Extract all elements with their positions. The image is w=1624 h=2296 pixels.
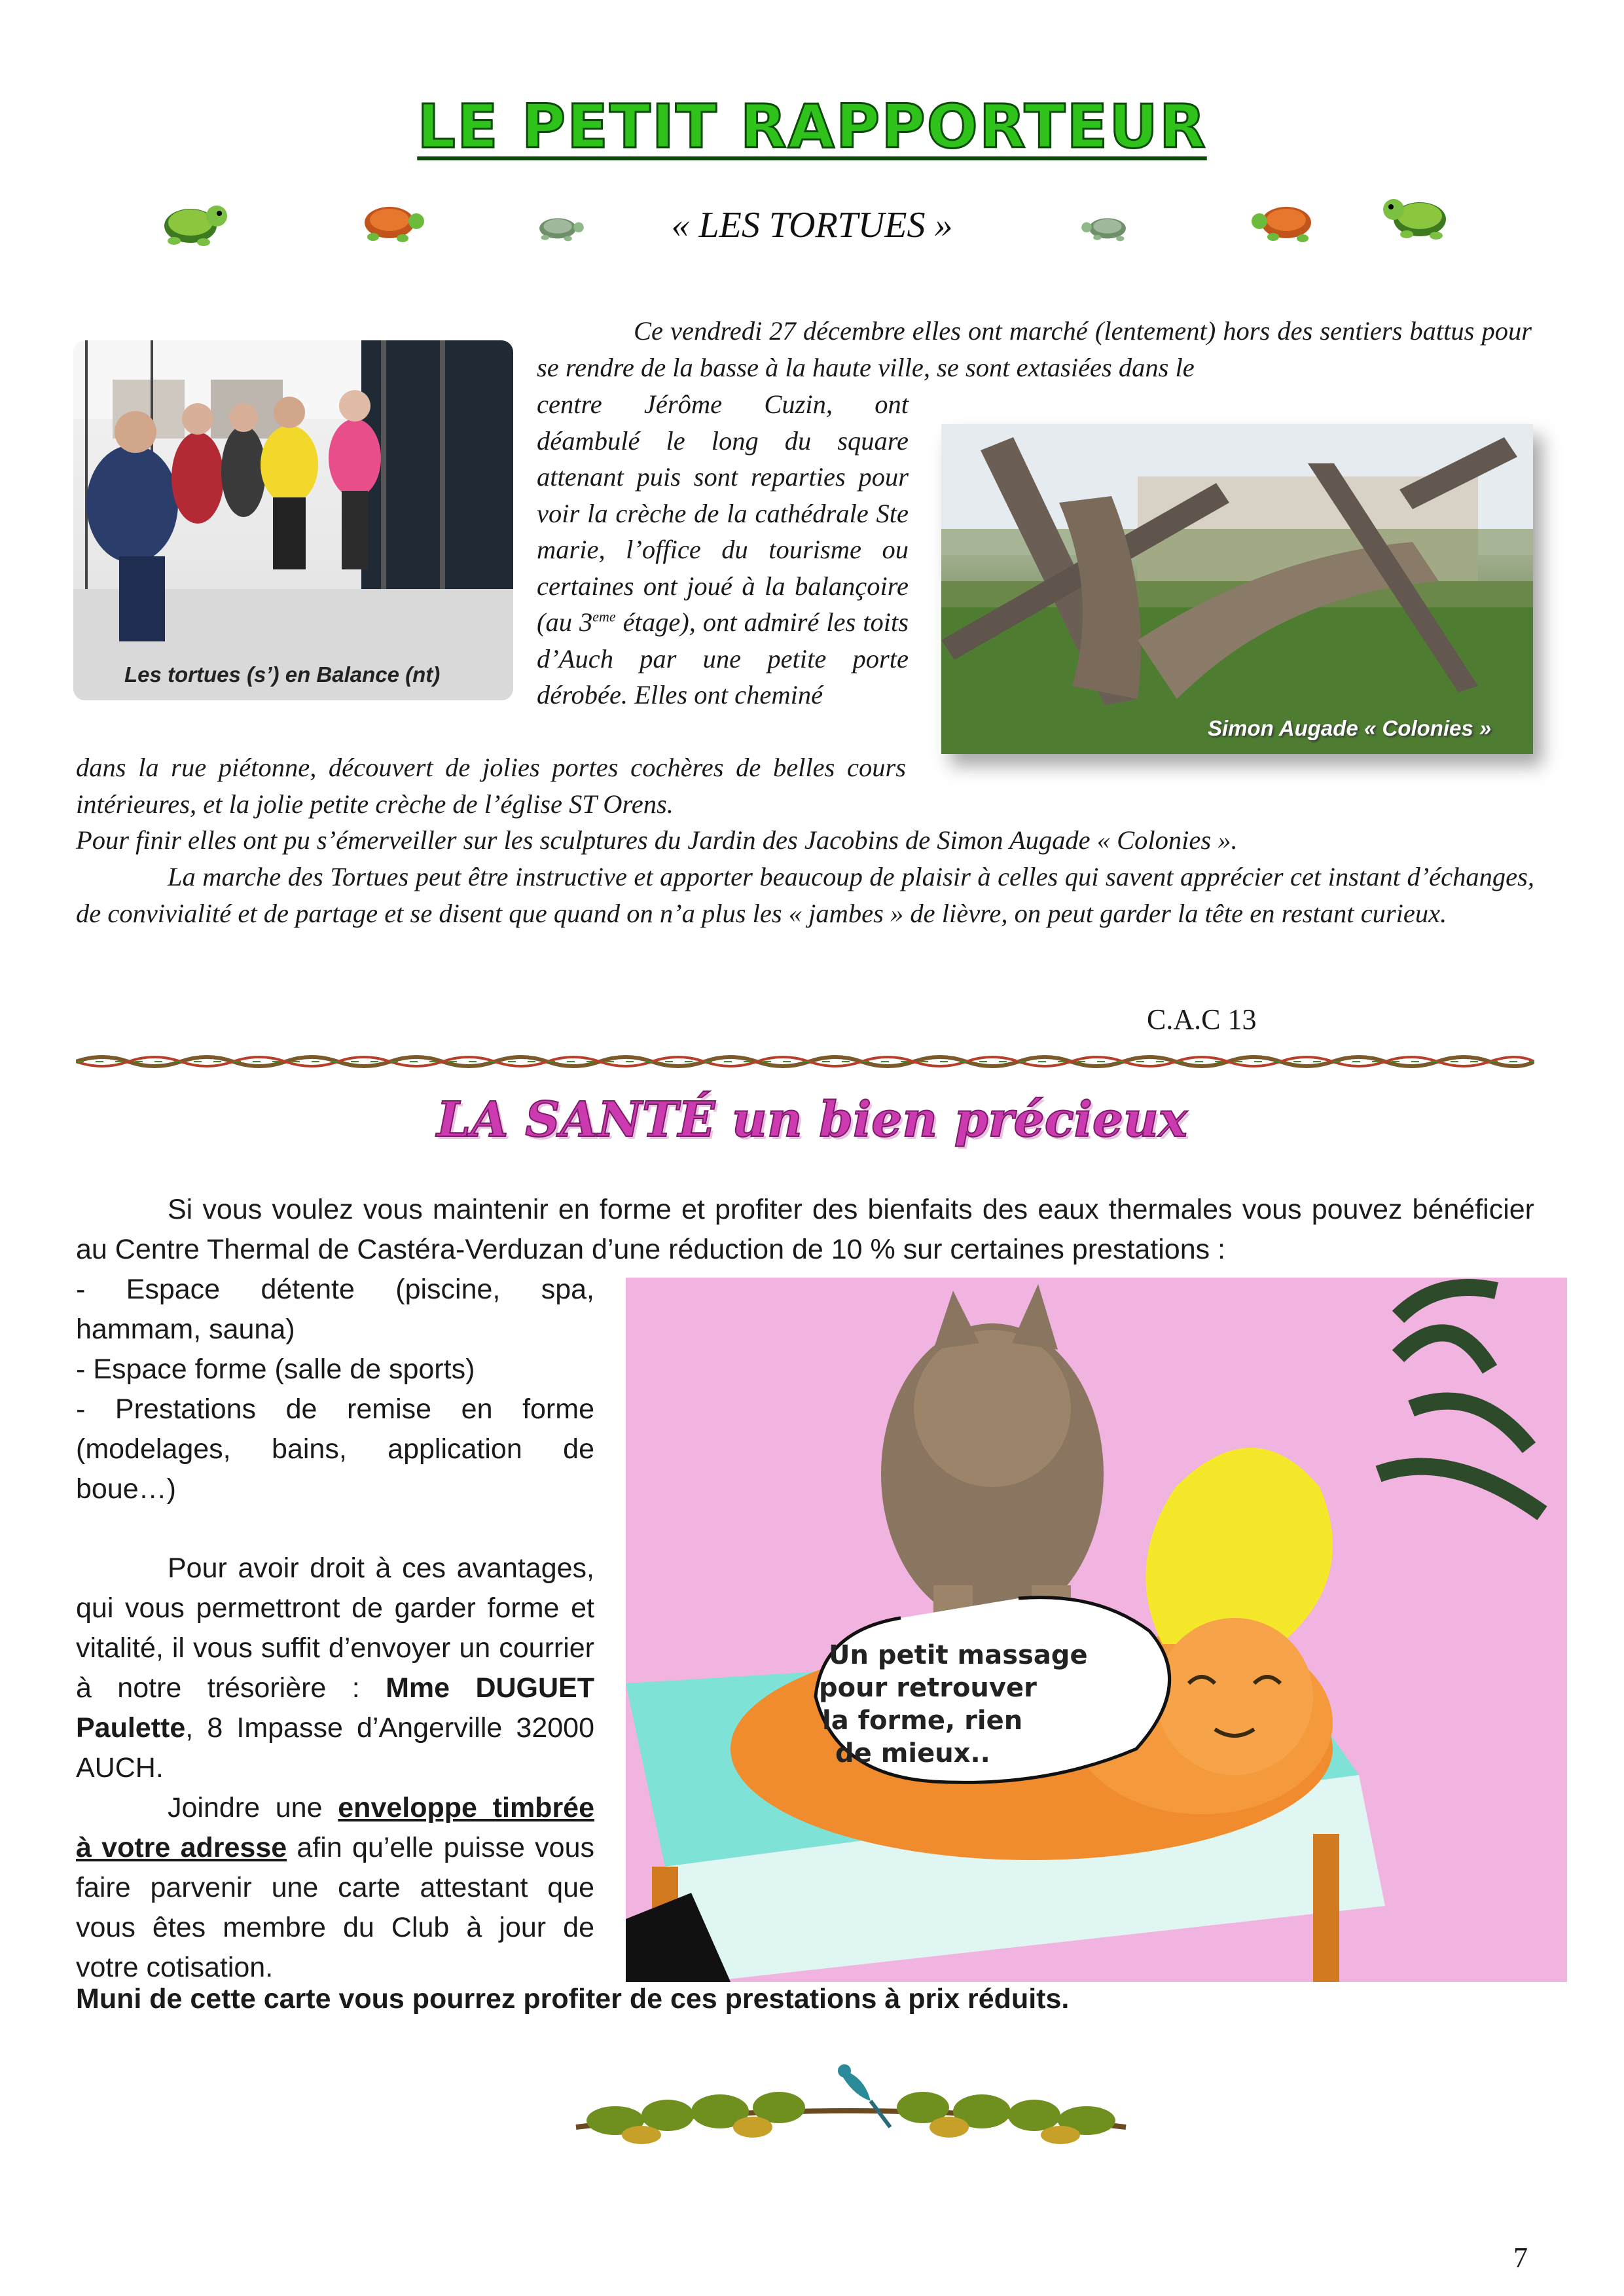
- photo-sculpture-colonies: [941, 424, 1533, 754]
- speech-bubble-line: de mieux..: [835, 1738, 990, 1768]
- section-body: [76, 1549, 594, 1988]
- photo-turtles-swing: [73, 340, 513, 700]
- closing-statement: Muni de cette carte vous pourrez profiter de ces prestations à prix réduits.: [76, 1983, 1070, 2015]
- photo-caption: Les tortues (s’) en Balance (nt): [124, 662, 441, 687]
- list-item: - Espace détente (piscine, spa, hammam, sauna): [76, 1274, 594, 1345]
- article-paragraph: La marche des Tortues peut être instructive et apporter beaucoup de plaisir à celles qui savent apprécier cet instant d’échanges, de convivialité et de partage et se disent que quand on n’a plus les « jambes » de lièvre, on peut garder la tête en restant curieux.: [76, 862, 1534, 928]
- turtle-icon: [1072, 203, 1138, 249]
- article-paragraph: Pour finir elles ont pu s’émerveiller sur les sculptures du Jardin des Jacobins de Simon Augade « Colonies ».: [76, 825, 1238, 855]
- speech-bubble-line: la forme, rien: [822, 1706, 1023, 1736]
- turtle-icon: [1377, 183, 1456, 242]
- article-signature: C.A.C 13: [1147, 1003, 1257, 1035]
- body-paragraph: Pour avoir droit à ces avantages, qui vous permettront de garder forme et vitalité, il vous suffit d’envoyer un courrier à notre trésorière : Mme DUGUET Paulette, 8 Impasse d’Angerville 32000 AUCH.: [76, 1552, 594, 1784]
- turtle-icon: [1244, 190, 1322, 249]
- newsletter-title: LE PETIT RAPPORTEUR: [417, 92, 1207, 162]
- vine-divider: [76, 1047, 1534, 1073]
- treasurer-name: Mme DUGUET Paulette: [76, 1672, 594, 1744]
- section-intro: Si vous voulez vous maintenir en forme et profiter des bienfaits des eaux thermales vous pouvez bénéficier au Centre Thermal de Castéra-Verduzan d’une réduction de 10 % sur certaines prestations :: [76, 1194, 1534, 1265]
- article-paragraph: dans la rue piétonne, découvert de jolies portes cochères de belles cours intérieures, et la jolie petite crèche de l’église ST Orens.: [76, 753, 906, 819]
- speech-bubble-line: Un petit massage: [829, 1640, 1088, 1670]
- cat-massage-illustration: [626, 1278, 1567, 1982]
- speech-bubble-line: pour retrouver: [819, 1673, 1037, 1703]
- body-paragraph: Joindre une enveloppe timbrée à votre adresse afin qu’elle puisse vous faire parvenir une carte attestant que vous êtes membre du Club à jour de votre cotisation.: [76, 1792, 595, 1983]
- benefits-list: [76, 1270, 594, 1509]
- page-number: 7: [1513, 2242, 1528, 2274]
- article-paragraph: centre Jérôme Cuzin, ont déambulé le long du square attenant puis sont reparties pour voir la crèche de la cathédrale Ste marie, l’office du tourisme ou certaines ont joué à la balançoire (au 3eme étage), ont admiré les toits d’Auch par une petite porte dérobée. Elles ont cheminé: [537, 389, 909, 709]
- list-item: - Espace forme (salle de sports): [76, 1354, 475, 1385]
- envelope-instruction: enveloppe timbrée à votre adresse: [76, 1792, 595, 1863]
- article-paragraph: Ce vendredi 27 décembre elles ont marché (lentement) hors des sentiers battus pour se rendre de la basse à la haute ville, se sont extasiées dans le: [537, 316, 1532, 382]
- list-item: - Prestations de remise en forme (modelages, bains, application de boue…): [76, 1393, 594, 1505]
- photo-caption: Simon Augade « Colonies »: [1208, 716, 1492, 740]
- leaf-garland-ornament: [563, 2055, 1139, 2166]
- section-title: LA SANTÉ un bien précieux: [437, 1092, 1187, 1148]
- article-subtitle: « LES TORTUES »: [671, 205, 953, 245]
